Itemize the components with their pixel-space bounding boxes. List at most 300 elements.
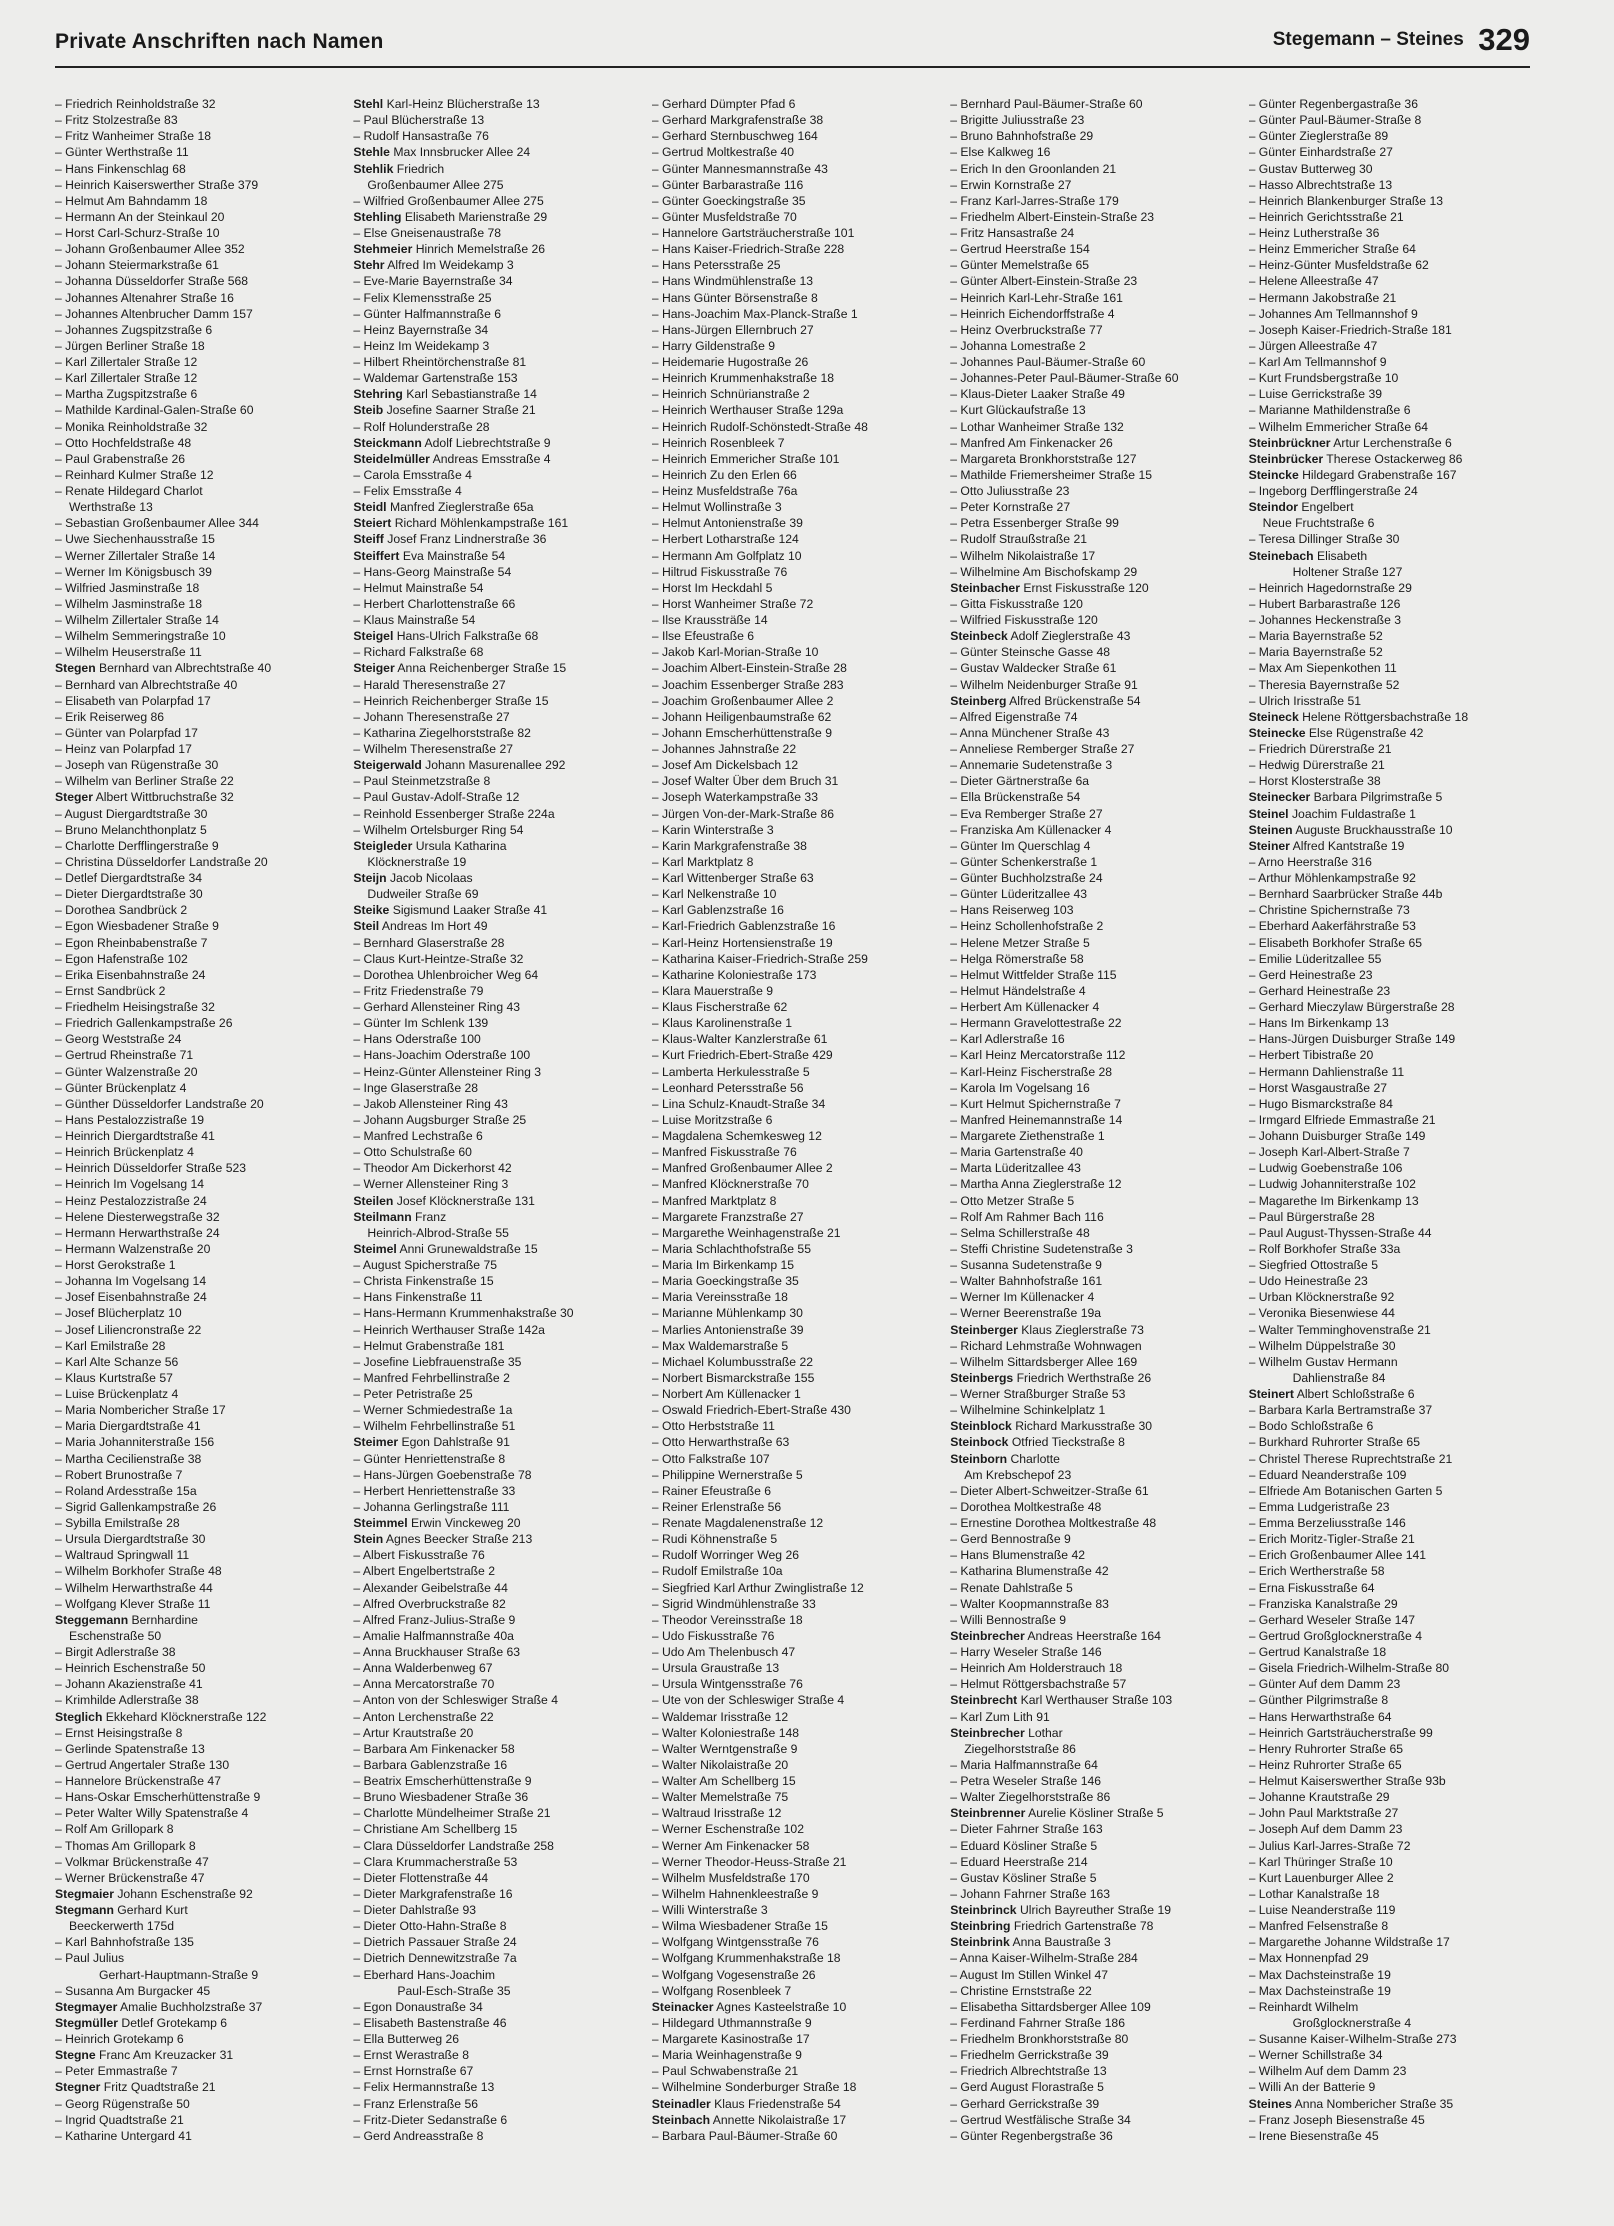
directory-entry: – Katharina Blumenstraße 42 (950, 1564, 1109, 1579)
surname-heading: Steickmann (353, 435, 422, 450)
directory-entry: – Erika Eisenbahnstraße 24 (55, 967, 206, 982)
directory-entry: – Klaus Mainstraße 54 (353, 613, 476, 627)
surname-heading: Steinbrenner (950, 1806, 1026, 1821)
directory-entry: – Horst Wasgaustraße 27 (1248, 1080, 1387, 1095)
directory-entry: – Günter Werthstraße 11 (55, 145, 189, 160)
directory-entry: – Hiltrud Fiskusstraße 76 (651, 564, 788, 579)
directory-entry: – Joseph Karl-Albert-Straße 7 (1248, 1145, 1410, 1160)
directory-entry: – Harry Gildenstraße 9 (651, 338, 776, 353)
directory-entry: – Wolfgang Vogesenstraße 26 (651, 1967, 816, 1982)
directory-entry: – Marlies Antonienstraße 39 (651, 1322, 804, 1337)
directory-entry: – Friedhelm Heisingstraße 32 (55, 1000, 215, 1014)
page-header-right (1273, 22, 1530, 58)
surname-heading: Steinbock (950, 1435, 1009, 1450)
directory-entry: – John Paul Marktstraße 27 (1248, 1806, 1399, 1821)
directory-entry: Stegen Bernhard van Albrechtstraße 40 (55, 661, 272, 676)
directory-entry: – Maria Im Birkenkamp 15 (651, 1258, 795, 1272)
directory-entry: Steike Sigismund Laaker Straße 41 (353, 903, 548, 918)
directory-entry: – Günter Mannesmannstraße 43 (651, 161, 828, 176)
directory-entry: – Karola Im Vogelsang 16 (950, 1080, 1090, 1095)
directory-entry: – Sebastian Großenbaumer Allee 344 (55, 516, 259, 531)
directory-entry: – Gerhard Mieczylaw Bürgerstraße 28 (1248, 1000, 1455, 1014)
directory-entry: – Heinz Im Weidekamp 3 (353, 338, 490, 353)
directory-entry: – Erna Fiskusstraße 64 (1248, 1580, 1375, 1595)
directory-entry: Steigerwald Johann Masurenallee 292 (353, 758, 566, 773)
directory-entry: – Eberhard Hans-Joachim (353, 1967, 495, 1982)
directory-entry: – Gerhard Weseler Straße 147 (1248, 1612, 1416, 1627)
directory-entry: – Dieter Diergardtstraße 30 (55, 887, 203, 902)
directory-entry: – Gisela Friedrich-Wilhelm-Straße 80 (1248, 1661, 1450, 1676)
directory-entry: Steinberg Alfred Brückenstraße 54 (950, 693, 1141, 708)
directory-entry: – Amalie Halfmannstraße 40a (353, 1628, 514, 1643)
surname-heading: Steidl (353, 500, 387, 515)
directory-column-3 (652, 96, 934, 2206)
directory-entry: – Josefine Liebfrauenstraße 35 (353, 1354, 522, 1369)
directory-entry: – Hannelore Brückenstraße 47 (55, 1774, 221, 1788)
surname-heading: Steimel (353, 1241, 397, 1256)
directory-entry: – Hans Windmühlenstraße 13 (651, 274, 814, 289)
directory-entry: – Bruno Bahnhofstraße 29 (950, 129, 1094, 144)
directory-entry: – Ursula Wintgensstraße 76 (651, 1677, 803, 1692)
directory-entry: – Helene Metzer Straße 5 (950, 935, 1090, 950)
directory-entry: – Heinz Pestalozzistraße 24 (55, 1193, 207, 1208)
surname-heading: Steinbrecher (950, 1628, 1025, 1643)
directory-entry: – Wilhelm Heuserstraße 11 (55, 645, 202, 660)
directory-entry: Steickmann Adolf Liebrechtstraße 9 (353, 435, 551, 450)
directory-entry: – Günter Schenkerstraße 1 (950, 854, 1098, 869)
directory-entry: – Karl Marktplatz 8 (651, 854, 754, 869)
directory-entry: – Waldemar Gartenstraße 153 (353, 371, 518, 386)
directory-entry: – Helmut Röttgersbachstraße 57 (950, 1677, 1127, 1692)
directory-entry: – Hans-Joachim Max-Planck-Straße 1 (651, 306, 858, 321)
directory-entry: – Wilhelm Auf dem Damm 23 (1248, 2064, 1407, 2079)
directory-entry: – Willi Bennostraße 9 (950, 1612, 1067, 1627)
directory-entry: – Selma Schillerstraße 48 (950, 1225, 1090, 1240)
directory-entry: – Gitta Fiskusstraße 120 (950, 596, 1083, 611)
directory-entry: – Johannes Am Tellmannshof 9 (1248, 306, 1418, 321)
directory-entry: – Artur Krautstraße 20 (353, 1725, 474, 1740)
directory-entry: – Hannelore Gartsträucherstraße 101 (651, 226, 855, 240)
directory-entry: – Heinrich Gartsträucherstraße 99 (1248, 1725, 1433, 1740)
directory-entry: – Peter Kornstraße 27 (950, 500, 1071, 515)
directory-entry: – Eberhard Aakerfährstraße 53 (1248, 919, 1416, 934)
directory-entry: – Friedrich Reinholdstraße 32 (55, 97, 216, 111)
directory-entry: – Egon Rheinbabenstraße 7 (55, 935, 208, 950)
surname-heading: Steinbeck (950, 629, 1008, 644)
directory-entry: – Susanne Kaiser-Wilhelm-Straße 273 (1248, 2032, 1457, 2046)
directory-entry: – Arthur Möhlenkampstraße 92 (1248, 871, 1416, 885)
directory-entry: Gerhart-Hauptmann-Straße 9 (99, 1967, 259, 1982)
directory-entry: – Werner Brückenstraße 47 (55, 1870, 205, 1885)
directory-entry: Stegne Franc Am Kreuzacker 31 (55, 2048, 234, 2063)
directory-entry: – Wilhelm Emmericher Straße 64 (1248, 419, 1429, 434)
directory-entry: – Luise Brückenplatz 4 (55, 1387, 179, 1401)
directory-entry: – Ernst Hornstraße 67 (353, 2064, 474, 2079)
directory-entry: – Wolfgang Klever Straße 11 (55, 1596, 211, 1611)
directory-entry: – Alfred Overbruckstraße 82 (353, 1596, 506, 1611)
directory-entry: – Udo Fiskusstraße 76 (651, 1628, 775, 1643)
directory-entry: – Otto Herwarthstraße 63 (651, 1435, 790, 1450)
directory-entry: – Johanna Gerlingstraße 111 (353, 1499, 510, 1514)
surname-heading: Stehr (353, 258, 385, 273)
directory-entry: Steiff Josef Franz Lindnerstraße 36 (353, 532, 547, 547)
directory-entry: – Wilhelm Sittardsberger Allee 169 (950, 1354, 1138, 1369)
directory-entry: – Karin Markgrafenstraße 38 (651, 838, 807, 853)
directory-entry: – Lothar Wanheimer Straße 132 (950, 419, 1124, 434)
directory-entry: – Mathilde Kardinal-Galen-Straße 60 (55, 403, 254, 418)
directory-entry: – Walter Nikolaistraße 20 (651, 1757, 789, 1772)
directory-entry: – Josef Liliencronstraße 22 (55, 1322, 202, 1337)
directory-entry: Steinborn Charlotte (950, 1451, 1060, 1466)
directory-entry: – Ernestine Dorothea Moltkestraße 48 (950, 1516, 1157, 1530)
directory-entry: – Christina Düsseldorfer Landstraße 20 (55, 854, 268, 869)
directory-entry: – Heinrich Krummenhakstraße 18 (651, 371, 835, 386)
directory-entry: Steinbrink Anna Baustraße 3 (950, 1935, 1111, 1950)
directory-entry: – Hans-Oskar Emscherhüttenstraße 9 (55, 1790, 261, 1805)
directory-entry: – Gustav Kösliner Straße 5 (950, 1870, 1097, 1885)
directory-entry: Steinebach Elisabeth (1248, 548, 1368, 563)
directory-entry: – Gertrud Angertaler Straße 130 (55, 1757, 230, 1772)
directory-entry: Steib Josefine Saarner Straße 21 (353, 403, 536, 418)
surname-heading: Steidelmüller (353, 451, 430, 466)
directory-entry: – Steffi Christine Sudetenstraße 3 (950, 1241, 1133, 1256)
directory-entry: – Heinrich Grotekamp 6 (55, 2032, 184, 2046)
directory-entry: – Bodo Schloßstraße 6 (1248, 1419, 1374, 1434)
directory-entry: – Birgit Adlerstraße 38 (55, 1645, 176, 1659)
directory-entry: – Walter Memelstraße 75 (651, 1790, 789, 1805)
directory-entry: – Elisabeth Borkhofer Straße 65 (1248, 935, 1423, 950)
directory-entry: – Heinrich Eichendorffstraße 4 (950, 306, 1115, 321)
directory-entry: – August Im Stillen Winkel 47 (950, 1967, 1109, 1982)
directory-entry: – Heinrich Karl-Lehr-Straße 161 (950, 290, 1123, 305)
surname-heading: Steinbach (651, 2112, 711, 2127)
directory-entry: – Egon Wiesbadener Straße 9 (55, 919, 219, 934)
directory-entry: Steinadler Klaus Friedenstraße 54 (651, 2096, 841, 2111)
directory-entry: – Gertrud Großglocknerstraße 4 (1248, 1628, 1422, 1643)
directory-entry: – Friedrich Albrechtstraße 13 (950, 2064, 1107, 2079)
directory-entry: – Ursula Graustraße 13 (651, 1661, 780, 1676)
directory-entry: – Ferdinand Fahrner Straße 186 (950, 2015, 1125, 2030)
directory-entry: – Ernst Heisingstraße 8 (55, 1725, 183, 1740)
directory-entry: – Heinrich Düsseldorfer Straße 523 (55, 1161, 247, 1176)
directory-entry: – Waltraud Irisstraße 12 (651, 1806, 782, 1821)
directory-entry: – Renate Hildegard Charlot (55, 484, 203, 498)
directory-entry: – Hans Pestalozzistraße 19 (55, 1112, 205, 1127)
directory-entry: – Philippine Wernerstraße 5 (651, 1467, 803, 1482)
directory-entry: Steinert Albert Schloßstraße 6 (1248, 1387, 1415, 1401)
directory-entry: – Felix Klemensstraße 25 (353, 290, 492, 305)
directory-entry: – Peter Walter Willy Spatenstraße 4 (55, 1806, 249, 1821)
directory-entry: – Reinhard Kulmer Straße 12 (55, 467, 214, 482)
directory-entry: – Heinrich Diergardtstraße 41 (55, 1129, 215, 1143)
directory-entry: – Helene Alleestraße 47 (1248, 274, 1379, 289)
directory-entry: – Dieter Dahlstraße 93 (353, 1903, 476, 1917)
directory-entry: – Walter Koloniestraße 148 (651, 1725, 800, 1740)
directory-entry: – Sybilla Emilstraße 28 (55, 1516, 180, 1530)
directory-entry: – Hermann Dahlienstraße 11 (1248, 1064, 1405, 1079)
directory-entry: – Gerhard Allensteiner Ring 43 (353, 1000, 521, 1014)
surname-heading: Steger (55, 790, 93, 805)
directory-entry: – Hans-Jürgen Ellernbruch 27 (651, 322, 814, 337)
directory-entry: Neue Fruchtstraße 6 (1262, 516, 1375, 531)
directory-entry: – Bernhard van Albrechtstraße 40 (55, 677, 238, 692)
directory-entry: Stehring Karl Sebastianstraße 14 (353, 387, 537, 402)
directory-entry: Steiger Anna Reichenberger Straße 15 (353, 661, 567, 676)
directory-entry: – Walter Bahnhofstraße 161 (950, 1274, 1103, 1289)
directory-entry: – Klaus Kurtstraße 57 (55, 1370, 173, 1385)
directory-entry: – Magdalena Schemkesweg 12 (651, 1129, 822, 1143)
surname-heading: Steinert (1248, 1387, 1294, 1401)
directory-entry: – Hans Im Birkenkamp 13 (1248, 1016, 1389, 1031)
directory-entry: – Karl Alte Schanze 56 (55, 1354, 179, 1369)
directory-column-4 (950, 96, 1232, 2206)
surname-heading: Stegner (55, 2080, 101, 2095)
directory-entry: – Maria Johanniterstraße 156 (55, 1435, 215, 1450)
surname-heading: Stehlik (353, 161, 394, 176)
directory-entry: – Werner Im Küllenacker 4 (950, 1290, 1095, 1305)
name-range: Stegemann – Steines (1272, 29, 1464, 50)
directory-entry: – Christine Spichernstraße 73 (1248, 903, 1410, 918)
directory-entry: – Krimhilde Adlerstraße 38 (55, 1693, 199, 1708)
surname-heading: Steinecke (1248, 725, 1306, 740)
directory-entry: – Martha Anna Zieglerstraße 12 (950, 1177, 1122, 1192)
directory-entry: – Ilse Kraussträße 14 (651, 613, 768, 627)
directory-entry: – Manfred Am Finkenacker 26 (950, 435, 1113, 450)
directory-entry: – Uwe Siechenhausstraße 15 (55, 532, 215, 547)
surname-heading: Steinbrückner (1248, 435, 1331, 450)
directory-entry: – Hans-Georg Mainstraße 54 (353, 564, 512, 579)
directory-entry: – Wilhelmine Sonderburger Straße 18 (651, 2080, 857, 2095)
directory-entry: – Wilhelm Borkhofer Straße 48 (55, 1564, 222, 1579)
surname-heading: Steimer (353, 1435, 399, 1450)
directory-entry: – Max Dachsteinstraße 19 (1248, 1983, 1391, 1998)
directory-entry: – Margarete Franzstraße 27 (651, 1209, 804, 1224)
directory-entry: – Bernhard Glaserstraße 28 (353, 935, 505, 950)
directory-entry: Steinberger Klaus Zieglerstraße 73 (950, 1322, 1144, 1337)
directory-entry: Steinbock Otfried Tieckstraße 8 (950, 1435, 1125, 1450)
directory-entry: – Gerhard Markgrafenstraße 38 (651, 113, 824, 128)
directory-entry: – Werner Im Königsbusch 39 (55, 564, 212, 579)
surname-heading: Steinbacher (950, 580, 1020, 595)
directory-entry: – Herbert Henriettenstraße 33 (353, 1483, 516, 1498)
directory-entry: – Helene Diesterwegstraße 32 (55, 1209, 220, 1224)
directory-entry: – Maria Nombericher Straße 17 (55, 1403, 226, 1418)
directory-entry: – Hans-Hermann Krummenhakstraße 30 (353, 1306, 574, 1321)
directory-entry: – Günter Buchholzstraße 24 (950, 871, 1103, 885)
directory-entry: – Wilhelm Fehrbellinstraße 51 (353, 1419, 516, 1434)
directory-entry: – Heinz-Günter Musfeldstraße 62 (1248, 258, 1429, 273)
directory-entry: – Werner Theodor-Heuss-Straße 21 (651, 1854, 847, 1869)
directory-entry: – Dieter Fahrner Straße 163 (950, 1822, 1103, 1837)
directory-entry: – Heinz van Polarpfad 17 (55, 742, 192, 756)
directory-entry: Steinbrücker Therese Ostackerweg 86 (1248, 451, 1463, 466)
directory-entry: – Ella Brückenstraße 54 (950, 790, 1081, 805)
directory-entry: Steinbring Friedrich Gartenstraße 78 (950, 1919, 1154, 1934)
directory-entry: – Clara Krummacherstraße 53 (353, 1854, 518, 1869)
directory-entry: – Gerd Heinestraße 23 (1248, 967, 1373, 982)
directory-entry: – Leonhard Petersstraße 56 (651, 1080, 804, 1095)
directory-entry: – Max Honnenpfad 29 (1248, 1951, 1369, 1966)
directory-entry: – Georg Weststraße 24 (55, 1032, 182, 1047)
directory-entry: Steglich Ekkehard Klöcknerstraße 122 (55, 1709, 267, 1724)
directory-entry: – Horst Gerokstraße 1 (55, 1258, 176, 1272)
directory-entry: – Bernhard Saarbrücker Straße 44b (1248, 887, 1443, 902)
directory-entry: – Günter Walzenstraße 20 (55, 1064, 198, 1079)
directory-entry: – Günther Düsseldorfer Landstraße 20 (55, 1096, 264, 1111)
directory-entry: – Erwin Kornstraße 27 (950, 177, 1072, 192)
directory-entry: – Margarethe Johanne Wildstraße 17 (1248, 1935, 1450, 1950)
directory-entry: – Ute von der Schleswiger Straße 4 (651, 1693, 845, 1708)
directory-entry: – Teresa Dillinger Straße 30 (1248, 532, 1400, 547)
directory-entry: – Wilhelm Gustav Hermann (1248, 1354, 1398, 1369)
directory-entry: – Walter Koopmannstraße 83 (950, 1596, 1109, 1611)
directory-entry: Dudweiler Straße 69 (367, 887, 479, 902)
directory-entry: – Paul Blücherstraße 13 (353, 113, 485, 128)
directory-entry: – Susanna Am Burgacker 45 (55, 1983, 211, 1998)
directory-entry: – Luise Gerrickstraße 39 (1248, 387, 1383, 402)
directory-entry: – Josef Walter Über dem Bruch 31 (651, 774, 839, 789)
directory-entry: Steimel Anni Grunewaldstraße 15 (353, 1241, 538, 1256)
directory-entry: Steinbergs Friedrich Werthstraße 26 (950, 1370, 1152, 1385)
directory-entry: – Hans Günter Börsenstraße 8 (651, 290, 818, 305)
directory-entry: – Irene Biesenstraße 45 (1248, 2128, 1379, 2143)
directory-entry: – Albert Engelbertstraße 2 (353, 1564, 495, 1579)
directory-entry: – Thomas Am Grillopark 8 (55, 1838, 196, 1853)
directory-entry: – Manfred Fiskusstraße 76 (651, 1145, 797, 1160)
directory-entry: – Otto Falkstraße 107 (651, 1451, 770, 1466)
directory-entry: – Wolfgang Krummenhakstraße 18 (651, 1951, 841, 1966)
directory-entry: – Jakob Karl-Morian-Straße 10 (651, 645, 819, 660)
directory-entry: – Hermann Gravelottestraße 22 (950, 1016, 1122, 1031)
directory-entry: Am Krebschepof 23 (964, 1467, 1072, 1482)
surname-heading: Steiffert (353, 548, 400, 563)
directory-entry: Steijn Jacob Nicolaas (353, 871, 473, 885)
directory-entry: – Helmut Wittfelder Straße 115 (950, 967, 1117, 982)
directory-entry: – Johann Fahrner Straße 163 (950, 1886, 1111, 1901)
directory-entry: – Jakob Allensteiner Ring 43 (353, 1096, 508, 1111)
directory-entry: – Dietrich Dennewitzstraße 7a (353, 1951, 517, 1966)
directory-entry: – Hermann Jakobstraße 21 (1248, 290, 1397, 305)
directory-entry: – Barbara Gablenzstraße 16 (353, 1757, 508, 1772)
directory-entry: – Reiner Erlenstraße 56 (651, 1499, 782, 1514)
directory-entry: – Klaus-Dieter Laaker Straße 49 (950, 387, 1125, 402)
directory-entry: – Volkmar Brückenstraße 47 (55, 1854, 209, 1869)
surname-heading: Steike (353, 903, 390, 918)
directory-entry: – Annemarie Sudetenstraße 3 (950, 758, 1113, 773)
directory-entry: Stehlik Friedrich (353, 161, 445, 176)
surname-heading: Steilmann (353, 1209, 412, 1224)
directory-entry: – Günter Im Schlenk 139 (353, 1016, 489, 1031)
directory-entry: – Günter van Polarpfad 17 (55, 725, 198, 740)
directory-entry: Steigel Hans-Ulrich Falkstraße 68 (353, 629, 539, 644)
directory-entry: – August Spicherstraße 75 (353, 1258, 498, 1272)
directory-entry: – Norbert Am Küllenacker 1 (651, 1387, 801, 1401)
directory-entry: – Brigitte Juliusstraße 23 (950, 113, 1085, 128)
directory-entry: Steinbrecht Karl Werthauser Straße 103 (950, 1693, 1173, 1708)
surname-heading: Steib (353, 403, 384, 418)
directory-entry: – Heinrich Gerichtsstraße 21 (1248, 209, 1404, 224)
directory-entry: – Rolf Holunderstraße 28 (353, 419, 490, 434)
surname-heading: Steimmel (353, 1516, 408, 1530)
directory-entry: – Christiane Am Schellberg 15 (353, 1822, 518, 1837)
surname-heading: Steinbergs (950, 1370, 1014, 1385)
directory-entry: – Maria Schlachthofstraße 55 (651, 1241, 811, 1256)
directory-entry: – Fritz Hansastraße 24 (950, 226, 1075, 240)
directory-entry: – Karl Am Tellmannshof 9 (1248, 355, 1387, 369)
directory-entry: – Anton von der Schleswiger Straße 4 (353, 1693, 558, 1708)
directory-entry: – Wilma Wiesbadener Straße 15 (651, 1919, 828, 1934)
directory-entry: – Otto Herbststraße 11 (651, 1419, 775, 1434)
directory-entry: – Ingrid Quadtstraße 21 (55, 2112, 184, 2127)
directory-entry: – Heinrich Brückenplatz 4 (55, 1145, 194, 1160)
surname-heading: Steigerwald (353, 758, 422, 773)
directory-entry: – Heidemarie Hugostraße 26 (651, 355, 809, 369)
directory-entry: – Monika Reinholdstraße 32 (55, 419, 208, 434)
directory-column-5 (1249, 96, 1531, 2206)
directory-entry: – Alfred Eigenstraße 74 (950, 709, 1078, 724)
directory-entry: – Heinz Lutherstraße 36 (1248, 226, 1380, 240)
directory-entry: Steinblock Richard Markusstraße 30 (950, 1419, 1153, 1434)
directory-entry: – Gerhard Sternbuschweg 164 (651, 129, 818, 144)
directory-entry: Steidl Manfred Zieglerstraße 65a (353, 500, 534, 515)
directory-entry: – Alexander Geibelstraße 44 (353, 1580, 508, 1595)
directory-entry: – Horst Klosterstraße 38 (1248, 774, 1381, 789)
directory-entry: Werthstraße 13 (69, 500, 153, 515)
directory-entry: – Margarete Ziethenstraße 1 (950, 1129, 1105, 1143)
directory-entry: – Lothar Kanalstraße 18 (1248, 1886, 1380, 1901)
directory-entry: – Paul Steinmetzstraße 8 (353, 774, 491, 789)
directory-entry: Heinrich-Albrod-Straße 55 (367, 1225, 509, 1240)
directory-entry: – Johanna Lomestraße 2 (950, 338, 1086, 353)
directory-entry: – Wilhelm Herwarthstraße 44 (55, 1580, 213, 1595)
directory-entry: – Johann Duisburger Straße 149 (1248, 1129, 1426, 1143)
surname-heading: Steijn (353, 871, 387, 885)
directory-entry: – Arno Heerstraße 316 (1248, 854, 1372, 869)
directory-entry: – Günter Brückenplatz 4 (55, 1080, 187, 1095)
directory-entry: – Max Waldemarstraße 5 (651, 1338, 789, 1353)
surname-heading: Steggemann (55, 1612, 129, 1627)
directory-entry: – Burkhard Ruhrorter Straße 65 (1248, 1435, 1420, 1450)
directory-entry: – Karl Thüringer Straße 10 (1248, 1854, 1393, 1869)
directory-entry: – Fritz Stolzestraße 83 (55, 113, 178, 128)
directory-entry: – Paul Grabenstraße 26 (55, 451, 186, 466)
directory-entry: – Walter Am Schellberg 15 (651, 1774, 796, 1788)
directory-entry: – Eve-Marie Bayernstraße 34 (353, 274, 513, 289)
directory-entry: – Felix Hermannstraße 13 (353, 2080, 495, 2095)
surname-heading: Stegen (55, 661, 96, 676)
directory-entry: – Christel Therese Ruprechtstraße 21 (1248, 1451, 1453, 1466)
directory-entry: – Wilhelm Semmeringstraße 10 (55, 629, 226, 644)
directory-entry: Stehle Max Innsbrucker Allee 24 (353, 145, 531, 160)
surname-heading: Stegne (55, 2048, 96, 2063)
directory-entry: – Anna Walderbenweg 67 (353, 1661, 493, 1676)
directory-entry: – Manfred Großenbaumer Allee 2 (651, 1161, 833, 1176)
directory-entry: – Günter Musfeldstraße 70 (651, 209, 797, 224)
directory-entry: – Heinz Overbruckstraße 77 (950, 322, 1103, 337)
directory-entry: – Albert Fiskusstraße 76 (353, 1548, 485, 1563)
directory-entry: – Rainer Efeustraße 6 (651, 1483, 772, 1498)
directory-entry: – Magarethe Im Birkenkamp 13 (1248, 1193, 1419, 1208)
directory-entry: – Gertrud Heerstraße 154 (950, 242, 1090, 257)
directory-entry: – Max Am Siepenkothen 11 (1248, 661, 1397, 676)
directory-entry: – Reinhold Essenberger Straße 224a (353, 806, 555, 821)
directory-entry: – Johann Akazienstraße 41 (55, 1677, 203, 1692)
directory-entry: Dahlienstraße 84 (1292, 1370, 1386, 1385)
directory-entry: – Johannes Jahnstraße 22 (651, 742, 797, 756)
directory-entry: – Hermann Herwarthstraße 24 (55, 1225, 220, 1240)
directory-entry: Stegmüller Detlef Grotekamp 6 (55, 2015, 228, 2030)
directory-entry: – Joseph van Rügenstraße 30 (55, 758, 219, 773)
